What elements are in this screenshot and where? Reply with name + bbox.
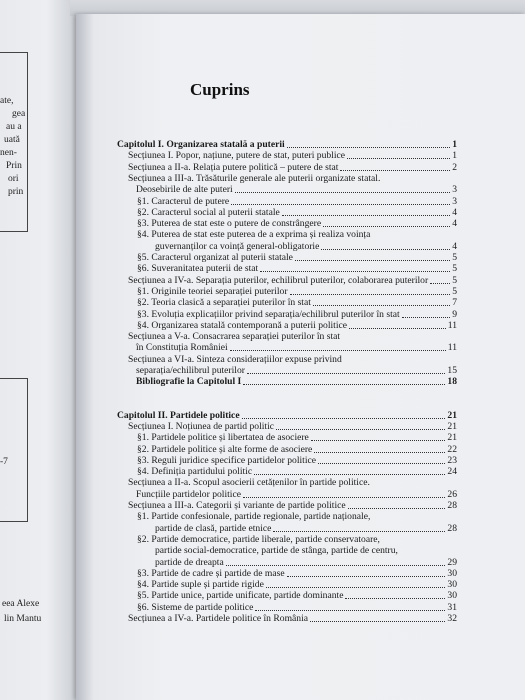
left-page-text: prin (8, 187, 24, 197)
left-page-text: uată (4, 135, 20, 145)
toc-entry-page: 21 (447, 409, 457, 421)
toc-entry (128, 275, 457, 286)
toc-entry-page: 23 (447, 454, 457, 466)
toc-entry-title: Secțiunea a III-a. Trăsăturile generale ale puterii organizate statal. (128, 172, 381, 184)
left-page (0, 0, 78, 700)
toc-entry-title: partide social-democratice, partide de stânga, partide de centru, (155, 545, 398, 557)
toc-entry-title: Secțiunea a IV-a. Separația puterilor, echilibrul puterilor, colaborarea puterilor (128, 274, 429, 286)
toc-entry (155, 557, 457, 568)
toc-leader-dots (260, 271, 450, 272)
toc-entry (137, 252, 457, 263)
toc-entry-page: 22 (447, 443, 457, 455)
toc-entry (117, 410, 457, 421)
toc-entry (155, 241, 457, 252)
toc-leader-dots (347, 158, 450, 159)
toc-entry-title: Funcțiile partidelor politice (136, 488, 241, 500)
toc-leader-dots (345, 598, 445, 599)
toc-entry (155, 545, 457, 556)
toc-entry (137, 286, 457, 297)
toc-entry-title: §1. Originile teoriei separației puterilor (137, 285, 288, 297)
toc-entry (137, 263, 457, 274)
toc-entry (117, 139, 457, 150)
toc-entry-title: Secțiunea a IV-a. Partidele politice în România (128, 613, 309, 624)
toc-entry-title: §6. Suveranitatea puterii de stat (137, 263, 259, 275)
toc-entry-title: §5. Partide unice, partide unificate, partide dominante (137, 590, 344, 602)
toc-entry (137, 229, 457, 240)
toc-entry (137, 466, 457, 477)
toc-leader-dots (231, 204, 450, 205)
toc-entry (128, 354, 457, 365)
toc-entry-page: 4 (452, 218, 457, 230)
toc-entry-page: 30 (447, 567, 457, 579)
toc-entry (137, 534, 457, 545)
toc-entry-title: Capitolul II. Partidele politice (117, 409, 240, 421)
toc-leader-dots (230, 350, 446, 351)
toc-entry (128, 162, 457, 173)
page-title: Cuprins (190, 80, 250, 99)
toc-entry-page: 21 (447, 432, 457, 444)
toc-entry-title: Secțiunea a VI-a. Sinteza considerațiilor expuse privind (128, 353, 342, 365)
toc-entry-title: §4. Partide suple și partide rigide (137, 579, 264, 591)
toc-entry-title: §3. Evoluția explicațiilor privind separația/echilibrul puterilor în stat (137, 308, 400, 320)
toc-leader-dots (266, 587, 446, 588)
toc-entry-title: §2. Teoria clasică a separației puterilor în stat (137, 297, 311, 309)
toc-leader-dots (290, 294, 451, 295)
toc-entry-page: 31 (447, 601, 457, 613)
toc-entry-page: 3 (452, 195, 457, 207)
toc-entry-page: 21 (447, 420, 457, 432)
toc-entry (128, 613, 457, 624)
toc-leader-dots (276, 429, 445, 430)
toc-entry (137, 568, 457, 579)
toc-entry-title: în Constituția României (136, 342, 228, 354)
toc-entry-page: 11 (447, 342, 457, 354)
toc-leader-dots (226, 565, 446, 566)
toc-entry (136, 342, 457, 353)
toc-entry-title: §4. Organizarea statală contemporană a puterii politice (137, 319, 347, 331)
toc-entry-title: separația/echilibrul puterilor (136, 365, 245, 376)
toc-leader-dots (402, 317, 451, 318)
toc-leader-dots (287, 576, 446, 577)
toc-entry (128, 331, 457, 342)
toc-entry (137, 218, 457, 229)
toc-entry (128, 150, 457, 161)
toc-entry-title: §5. Caracterul organizat al puterii statale (137, 252, 293, 263)
toc-leader-dots (323, 226, 450, 227)
toc-entry-page: 1 (452, 139, 457, 150)
toc-entry-title: §2. Partide democratice, partide liberale, partide conservatoare, (137, 533, 380, 545)
toc-entry-title: §2. Partidele politice și alte forme de asociere (137, 443, 313, 455)
toc-leader-dots (273, 531, 445, 532)
toc-entry (137, 196, 457, 207)
toc-entry-page: 1 (452, 150, 457, 162)
toc-entry-page: 5 (452, 263, 457, 275)
toc-leader-dots (348, 508, 446, 509)
left-page-text: eea Alexe (2, 599, 40, 609)
toc-entry-page: 24 (447, 466, 457, 478)
toc-entry-title: §3. Reguli juridice specifice partidelor politice (137, 454, 317, 466)
toc-leader-dots (321, 249, 450, 250)
toc-entry (137, 320, 457, 331)
toc-entry-title: partide de clasă, partide etnice (155, 522, 272, 534)
toc-entry-page: 29 (447, 556, 457, 568)
toc-entry (136, 489, 457, 500)
left-page-text: gea (12, 109, 26, 119)
toc-entry-title: §3. Puterea de stat este o putere de constrângere (137, 218, 322, 230)
left-page-text: nen- (0, 148, 17, 158)
toc-entry (137, 602, 457, 613)
toc-leader-dots (254, 474, 445, 475)
toc-leader-dots (243, 384, 445, 385)
toc-leader-dots (349, 328, 446, 329)
toc-leader-dots (313, 305, 450, 306)
toc-leader-dots (242, 418, 446, 419)
toc-entry-title: Capitolul I. Organizarea statală a puterii (117, 139, 285, 150)
toc-leader-dots (430, 283, 450, 284)
toc-entry-page: 15 (447, 365, 457, 376)
toc-entry-page: 30 (447, 579, 457, 591)
toc-entry (137, 207, 457, 218)
toc-leader-dots (314, 452, 445, 453)
toc-entry-title: Deosebirile de alte puteri (136, 184, 233, 196)
toc-entry-title: §2. Caracterul social al puterii statale (137, 206, 280, 218)
toc-entry-page: 3 (452, 184, 457, 196)
left-page-text: -7 (0, 457, 8, 467)
toc-entry-page: 4 (452, 240, 457, 252)
toc-entry-title: §1. Caracterul de putere (137, 195, 230, 207)
toc-entry (137, 297, 457, 308)
toc-entry-page: 5 (452, 252, 457, 263)
toc-entry-page: 2 (452, 161, 457, 173)
toc-entry-title: partide de dreapta (155, 556, 224, 568)
toc-leader-dots (318, 463, 445, 464)
toc-entry-page: 5 (452, 285, 457, 297)
left-page-box (0, 378, 28, 522)
toc-entry-page: 30 (447, 590, 457, 602)
left-page-text: au a (6, 122, 22, 132)
toc-entry (136, 365, 457, 376)
toc-entry-title: Secțiunea I. Popor, națiune, putere de stat, puteri publice (128, 150, 346, 162)
toc-entry (136, 184, 457, 195)
toc-entry (128, 477, 457, 488)
toc-entry-page: 28 (447, 500, 457, 511)
toc-entry (137, 455, 457, 466)
toc-leader-dots (311, 440, 446, 441)
toc-leader-dots (340, 170, 450, 171)
toc-entry-title: Secțiunea a V-a. Consacrarea separației puterilor în stat (128, 331, 341, 343)
toc-entry (128, 173, 457, 184)
left-page-text: ori (8, 174, 19, 184)
toc-entry (137, 590, 457, 601)
toc-entry-title: Bibliografie la Capitolul I (136, 376, 242, 388)
toc-entry (128, 421, 457, 432)
toc-entry-title: §6. Sisteme de partide politice (137, 601, 254, 613)
toc-leader-dots (255, 610, 445, 611)
toc-leader-dots (287, 147, 450, 148)
toc-entry-page: 9 (452, 308, 457, 320)
toc-entry-title: §4. Definiția partidului politic (137, 466, 253, 478)
left-page-text: lin Mantu (4, 614, 42, 624)
left-page-text: Prin (6, 161, 22, 171)
toc-entry (136, 376, 457, 387)
toc-entry (155, 523, 457, 534)
toc-leader-dots (295, 260, 450, 261)
toc-entry (137, 444, 457, 455)
toc-entry-title: Secțiunea a II-a. Scopul asocierii cetățenilor în partide politice. (128, 477, 370, 489)
toc-leader-dots (310, 621, 445, 622)
toc-entry-page: 32 (447, 613, 457, 624)
toc-leader-dots (247, 373, 445, 374)
toc-entry (137, 432, 457, 443)
toc-entry-title: §1. Partide confesionale, partide regionale, partide naționale, (137, 511, 371, 523)
toc-entry-page: 7 (452, 297, 457, 309)
toc-entry-page: 4 (452, 206, 457, 218)
toc-entry-title: guvernanților ca voință general-obligatorie (155, 240, 320, 252)
toc-leader-dots (235, 192, 451, 193)
toc-entry-page: 18 (447, 376, 457, 388)
toc-entry-title: §3. Partide de cadre și partide de mase (137, 567, 285, 579)
toc-entry-page: 11 (447, 319, 457, 331)
toc-entry-page: 5 (452, 274, 457, 286)
toc-entry-page: 28 (447, 522, 457, 534)
toc-entry (137, 309, 457, 320)
toc-entry-title: §4. Puterea de stat este puterea de a exprima și realiza voința (137, 229, 371, 241)
toc-entry-title: Secțiunea a II-a. Relația putere politică – putere de stat (128, 161, 339, 173)
toc-leader-dots (282, 215, 450, 216)
toc-entry-title: §1. Partidele politice și libertatea de asociere (137, 432, 309, 444)
toc-leader-dots (243, 497, 445, 498)
toc-entry-title: Secțiunea I. Noțiunea de partid politic (128, 420, 274, 432)
toc-entry (128, 500, 457, 511)
toc-entry-title: Secțiunea a III-a. Categorii și variante de partide politice (128, 500, 346, 511)
toc-entry-page: 26 (447, 488, 457, 500)
toc-entry (137, 511, 457, 522)
toc-entry (137, 579, 457, 590)
left-page-text: ate, (0, 96, 14, 106)
